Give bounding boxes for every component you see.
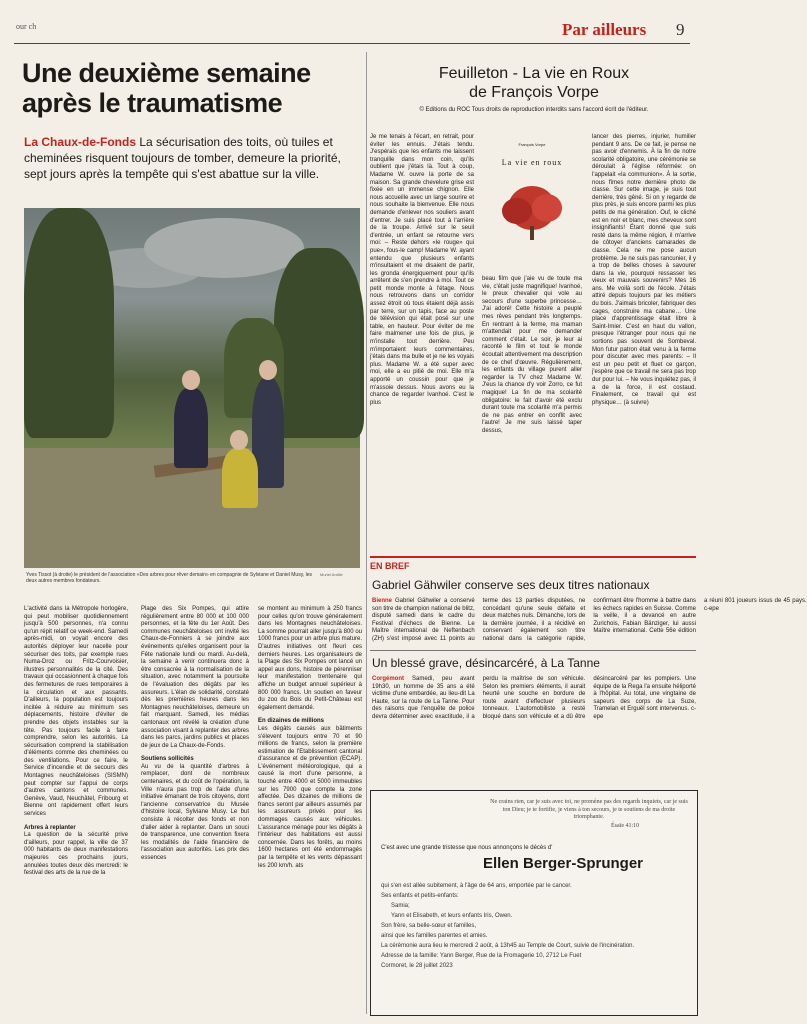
en-bref-bar <box>370 556 696 574</box>
obituary-line-5: Son frère, sa belle-sœur et familles, <box>381 923 477 929</box>
article-col2-text2: Au vu de la quantité d'arbres à remplacer, dont de nombreux centenaires, et du coût de l'opération, la Ville n'aura pas trop de l'aide d'une initiative émanant de trois citoyens, dont l'ancienne conservatrice du Musée d'histoire local, Sylviane Musy. Le but consiste à récolter des fonds et non d'aller aider à replanter. Dans un souci de transparence, une convention fixera les modalités de l'aide financière de l'association aux autorités. Les prix des essences <box>141 763 249 861</box>
book-cover <box>482 134 582 270</box>
obituary-name: Ellen Berger-Sprunger <box>482 855 644 872</box>
brief1-body <box>372 598 807 646</box>
section-name: Par ailleurs <box>562 20 647 39</box>
brief1-place: Bienne <box>372 598 393 604</box>
brief1-text: Gabriel Gähwiler a conservé son titre de champion national de blitz, disputé samedi dans le cadre du Festival d'échecs de Bienne. Le Maître international de Neftenbach (ZH) s'est imposé avec 11 points au terme des 13 parties disputées, ne concédant qu'une seule défaite et deux matches nuls. Dimanche, lors de la dernière journée, il a récidivé en conservant également son titre national dans la catégorie rapide, confirmant être l'homme à battre dans les échecs rapides en Suisse. Comme la veille, il a devancé en autre Zurichois, Fabian Bänziger, lui aussi Maître international. Cette 56e édition a réuni 801 joueurs issus de 45 pays. c-epe <box>372 598 807 642</box>
headline-line-2: après le traumatisme <box>22 88 283 118</box>
red-tree-illustration <box>502 180 562 240</box>
article-subhead-soutiens: Soutiens sollicités <box>141 756 194 763</box>
article-col2-text: Plage des Six Pompes, qui attire régulièrement entre 80 000 et 100 000 personnes, et la fête du 1er Août. Des communes neuchâteloises ont invité les Chaux-de-Fonniers à se joindre aux événements qu'elles organisent pour la Fête nationale lundi ou mardi. Au-delà, la semaine à venir continuera donc à être consacrée à la normalisation de la situation, avec notamment la poursuite de l'évaluation des dégâts par les assureurs. L'élan de solidarité, constaté dès les premières heures dans les Montagnes neuchâteloises, demeure un fait marquant. Samedi, les médias cantonaux ont révélé la création d'une association visant à replanter des arbres dans les parcs, jardins publics et places de jeux de La Chaux-de-Fonds. <box>141 606 249 749</box>
feuilleton-title: Feuilleton - La vie en Roux <box>438 65 630 82</box>
obituary-line-2: Ses enfants et petits-enfants: <box>381 893 459 899</box>
feuilleton-col2-text: beau film que j'aie vu de toute ma vie, c'était juste magnifique! Ivanhoé, le preux chevalier qui vole au secours d'une superbe princesse… J'ai adoré! Cette histoire a peuplé mes rêves pendant très longtemps. En rentrant à la ferme, ma maman m'attendait pour me demander comment c'était. Le soir, je leur ai raconté le film et tout le monde écoutait attentivement ma description de ce chef d'œuvre. Régulièrement, les enfants du village purent aller regarder la TV chez Madame W. J'eus la chance d'y voir Zorro, ce fut magique! La fin de ma scolarité obligatoire: le fait d'avoir été exclu durant toute ma scolarité m'a permis de ne pas entrer en conflit avec l'autre! Je me suis laissé taper dessus, <box>482 276 582 434</box>
column-divider <box>366 52 367 1014</box>
article-subhead-arbres: Arbres à replanter <box>24 824 76 831</box>
article-col3-text2: Les dégâts causés aux bâtiments s'élevent toujours entre 70 et 90 millions de francs, selon la première estimation de l'Etablissement cantonal d'assurance et de prévention (ECAP). L'événement météorologique, qui a causé la mort d'une personne, a touché entre 4000 et 5000 immeubles sur les 7900 que compte la zone affectée. Des dizaines de millions de francs seront par ailleurs assumés par les assureurs privés pour les dommages causés aux véhicules. L'assurance ménage pour les dégâts à l'intérieur des habitations est aussi concernée. Dans les forêts, au moins 1600 hectares ont été endommagés par la tempête et les vents dépassant les 200 km/h. ats <box>258 725 362 869</box>
feuilleton-column-3 <box>592 134 696 554</box>
main-article-headline <box>22 58 362 118</box>
feuilleton-header <box>372 64 696 113</box>
obituary-line-4: Yann et Elisabeth, et leurs enfants Iris, Owen. <box>391 913 513 919</box>
article-photo <box>24 208 360 568</box>
headline-line-1: Une deuxième semaine <box>22 58 311 88</box>
obituary-line-8: Adresse de la famille: Yann Berger, Rue de la Fromagerie 10, 2712 Le Fuet <box>381 953 582 959</box>
obituary-line-6: ainsi que les familles parentes et amies. <box>381 933 488 939</box>
en-bref-label: EN BREF <box>370 561 410 571</box>
book-cover-author: François Vorpe <box>518 142 546 147</box>
obituary-details <box>381 881 691 971</box>
header-left-ref: our ch <box>16 22 37 31</box>
lead-kicker: La Chaux-de-Fonds <box>24 135 137 149</box>
article-column-2 <box>141 606 249 1014</box>
article-col1-text: L'activité dans la Métropole horlogère, qui peut mobiliser quotidiennement jusqu'à 500 personnes, n'a connu qu'un répit relatif ce week-end. Samedi après-midi, on voyait encore des autorités déployer leur nacelle pour sécuriser des toits, par exemple rues Numa-Droz ou Fritz-Courvoisier, illustres personnalités de la cité. Des travaux qui occasionnent à chaque fois des fermetures de rues temporaires à la circulation et aux passants. D'ailleurs, la population est toujours incitée à réduire au minimum ses déplacements, histoire d'éviter de prendre des objets instables sur la tête. Pas toujours facile à faire comprendre, selon les autorités. La sécurisation comprend la stabilisation d'éléments comme des cheminées ou des ventilations. Pour ce faire, le Service d'incendie et de secours des Montagnes neuchâteloises (SISMN) peut compter sur l'appui de corps d'autres cantons et communes. Genève, Vaud, Neuchâtel, Fribourg et Bienne ont rapidement offert leurs services <box>24 606 128 818</box>
obituary-verse-ref: Ésaïe 41:10 <box>611 823 640 829</box>
obituary-line-9: Cormoret, le 28 juillet 2023 <box>381 963 453 969</box>
lead-text: La sécurisation des toits, où tuiles et cheminées risquent toujours de tomber, demeure la priorité, sept jours après la tempête qui s'est abattue sur la ville. <box>24 135 341 181</box>
brief2-place: Corgémont <box>372 676 404 682</box>
book-cover-title: La vie en roux <box>501 158 563 167</box>
article-col1-text2: La question de la sécurité prive d'ailleurs, pour rappel, la ville de 37 000 habitants de deux manifestations majeures ces prochains jours, annulées toutes deux dès mercredi: le festival des arts de la rue de la <box>24 832 128 877</box>
obituary-line-7: La cérémonie aura lieu le mercredi 2 août, à 13h45 au Temple de Court, suivie de l'incinération. <box>381 943 635 949</box>
article-column-3 <box>258 606 362 1014</box>
article-subhead-millions: En dizaines de millions <box>258 718 325 725</box>
obituary-notice <box>370 790 698 1016</box>
brief-divider <box>370 650 696 651</box>
obituary-line-1: qui s'en est allée subitement, à l'âge de 64 ans, emportée par le cancer. <box>381 883 572 889</box>
feuilleton-author: de François Vorpe <box>469 84 599 101</box>
article-column-1 <box>24 606 128 1014</box>
feuilleton-col1-text: Je me tenais à l'écart, en retrait, pour éviter les ennuis. J'étais tendu. J'espérais que les enfants me laissent tranquille dans mon coin, qu'ils oublient que j'étais là. Tout à coup, Madame W. ouvre la porte de sa maison. Sa grande chevelure grise est fixée en un immense chignon. Elle nous accueille avec un large sourire et nous souhaite la bienvenue. Elle nous demande d'enlever nos souliers avant d'entrer. Je suis placé tout à l'arrière de la troupe. Arrivé sur le seuil d'entrée, un enfant se retourne vers moi: – Reste dehors «le rouge» qui pue», fous-le camp! Madame W. ayant entendu que plusieurs enfants m'insultaient et me disaient de partir, les gronda énergiquement pour qu'ils arrêtent de s'en prendre à moi. Tout ce petit monde monte à l'étage. Nous nous retrouvons dans un corridor assez étroit où tous étaient déjà assis par terre, sur un tapis, face au poste de télévision qui était posé sur une table, en hauteur. Pour éviter de me faire malmener une fois de plus, je m'installe tout derrière. Peu m'importaient leurs commentaires, j'étais dans ma bulle et je ne les voyais plus. Madame W. a été super avec moi, elle a eu pitié de moi. Elle m'a apporté un coussin pour que je m'assoie dessus. Nous avons eu la chance de regarder Ivanhoé. C'est le plus <box>370 134 474 406</box>
obituary-verse: Ne crains rien, car je suis avec toi, ne promène pas des regards inquiets, car je suis ton Dieu; je te fortifie, je viens à ton secours, je te soutiens de ma droite triomphante. <box>490 799 688 820</box>
obituary-line-3: Samia; <box>391 903 410 909</box>
feuilleton-column-2 <box>482 276 582 554</box>
photo-credit: Muriel Antille <box>320 572 343 577</box>
brief2-body <box>372 676 696 768</box>
article-col3-text: se montent au minimum à 250 francs pour celles qu'on trouve généralement dans les Montagnes neuchâteloises. La somme pourrait aller jusqu'à 800 ou 1000 francs pour un arbre plus mature. D'autres initiatives ont fleuri ces derniers heures. Les organisateurs de la Plage des Six Pompes ont lancé un appel aux dons, histoire de pérenniser leur manifestation trentenaire qui affiche un budget annuel supérieur à 800 000 francs. Un soutien en faveur du zoo du Bois du Petit-Château est également demandé. <box>258 606 362 711</box>
article-lead <box>24 134 360 182</box>
brief1-title: Gabriel Gähwiler conserve ses deux titres nationaux <box>372 578 650 592</box>
brief2-text: Samedi, peu avant 19h30, un homme de 35 ans a été victime d'une embardée, au lieu-dit La Haute, sur la route de La Tanne. Pour des raisons que l'enquête de police devra déterminer avec exactitude, il a perdu la maîtrise de son véhicule. Selon les premiers éléments, il aurait heurté une souche en bordure de route avant d'effectuer plusieurs tonneaux. L'automobiliste a resté bloqué dans son véhicule et a dû être désincarcéré par les pompiers. Une équipe de la Rega l'a ensuite héliporté à l'hôpital. Au total, une vingtaine de sapeurs des corps de La Suze, Tramelan et Erguël sont intervenus. c-epe <box>372 676 696 720</box>
feuilleton-col3-text: lancer des pierres, injurier, humilier pendant 9 ans. De ce fait, je pense ne pas avoir d'ennemis. À la fin de notre scolarité obligatoire, une cérémonie se déroulait à l'église réformée: on l'appelait «la communion». À la sortie, nous fîmes notre dernière photo de classe. Sur cette image, je suis tout derrière, très gêné. Si on y regarde de plus près, je suis encore parmi les plus petits de ma génération. Ouf, le cliché est en noir et blanc, mes cheveux sont insignifiants! Étant donné que suis resté dans la même région, il m'arrive de côtoyer d'anciens camarades de classe. Cela ne me pose aucun problème. Je ne suis pas rancunier, il y a trop de belles choses à savourer dans la vie, pourquoi ressasser les vieux et mauvais souvenirs? Mes 16 ans. Me voilà sorti de l'école. J'étais attiré depuis toujours par les métiers du bois. J'aimais bricoler, fabriquer des cages, construire ma cabane… Une place d'apprentissage était libre à Saint-Imier. C'est en haut du vallon, presque l'étranger pour nous qui ne sortions pas souvent de Sombeval. Mon futur patron était venu à la ferme pour discuter avec mes parents: – Il est un peu petit et fluet ce garçon, j'espère que ce travail ne sera pas trop dur pour lui. – Ne vous inquiétez pas, il a de la force, il est costaud. Finalement, ce travail qui est physique… (à suivre) <box>592 134 696 406</box>
obituary-intro: C'est avec une grande tristesse que nous annonçons le décès d' <box>381 845 553 851</box>
header-rule <box>14 43 690 44</box>
feuilleton-copyright: © Editions du ROC Tous droits de reproduction interdits sans l'accord écrit de l'éditeur. <box>419 107 649 113</box>
feuilleton-column-1 <box>370 134 474 554</box>
photo-caption: Yves Tissot (à droite) le président de l'association «Des arbres pour rêver demain» en compagnie de Sylviane et Daniel Musy, les deux autres membres fondateurs. <box>26 572 313 584</box>
brief2-title: Un blessé grave, désincarcéré, à La Tanne <box>372 656 600 670</box>
page-number: 9 <box>676 20 685 39</box>
